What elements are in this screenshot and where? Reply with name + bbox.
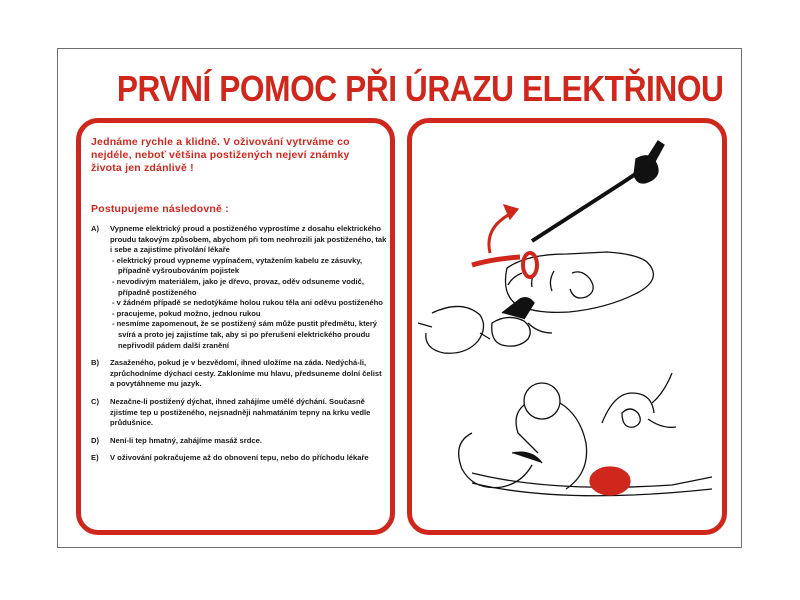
step-letter: C): [91, 396, 100, 406]
step-letter: A): [91, 224, 100, 233]
step-item: [91, 358, 387, 390]
step-text: Zasaženého, pokud je v bezvědomí, ihned uložíme na záda. Nedýchá-li, zprůchodníme dýchací cesty. Zakloníme mu hlavu, předsuneme dolní čelist a povytáhneme mu jazyk.: [110, 358, 382, 389]
step-item: [91, 397, 387, 429]
bullet-item: - pracujeme, pokud možno, jednou rukou: [112, 308, 261, 318]
bullet-item: - nevodivým materiálem, jako je dřevo, provaz, oděv odsuneme vodič, případně postiženého: [112, 276, 364, 297]
step-text: Není-li tep hmatný, zahájíme masáž srdce.: [110, 435, 262, 445]
illustration: [412, 123, 722, 530]
bullet-item: - elektrický proud vypneme vypínačem, vytažením kabelu ze zásuvky, případně vyšroubováním pojistek: [112, 255, 363, 276]
intro-text: Jednáme rychle a klidně. V oživování vytrváme co nejdéle, neboť většina postižených nejeví známky života jen zdánlivě !: [91, 136, 350, 174]
step-text: Vypneme elektrický proud a postiženého vyprostíme z dosahu elektrického proudu takovým způsobem, abychom při tom neohrozili jak postiženého, tak i sebe a zajistíme přivolání lékaře: [110, 224, 387, 255]
step-item: [91, 224, 387, 351]
procedure-heading: Postupujeme následovně :: [91, 203, 229, 215]
instructions-panel: [76, 118, 395, 535]
step-item: [91, 453, 387, 464]
first-aid-sign: [57, 48, 742, 548]
cpr-rescue-breathing-icon: [459, 373, 712, 496]
head-tilt-icon: [418, 298, 552, 354]
step-text: Nezačne-li postižený dýchat, ihned zahájíme umělé dýchání. Současně zjistíme tep u postiženého, nejsnadněji nahmatáním tepny na krku vedle průdušnice.: [110, 396, 371, 428]
step-letter: B): [91, 358, 100, 368]
step-letter: E): [91, 453, 99, 463]
steps-list: [91, 224, 387, 471]
step-bullets: [110, 256, 387, 351]
bullet-item: - nesmíme zapomenout, že se postižený sám může pustit předmětu, který svírá a proto jej zajistíme tak, aby si po přerušení elektrického proudu nepřivodil pádem další zranění: [112, 319, 378, 350]
illustration-panel: [407, 118, 727, 535]
hand-pulling-cable-icon: [472, 141, 664, 312]
step-letter: D): [91, 435, 100, 445]
step-text: V oživování pokračujeme až do obnovení tepu, nebo do příchodu lékaře: [110, 453, 369, 463]
bullet-item: - v žádném případě se nedotýkáme holou rukou těla ani oděvu postiženého: [112, 298, 383, 308]
step-item: [91, 436, 387, 447]
page-title: PRVNÍ POMOC PŘI ÚRAZU ELEKTŘINOU: [116, 68, 724, 109]
